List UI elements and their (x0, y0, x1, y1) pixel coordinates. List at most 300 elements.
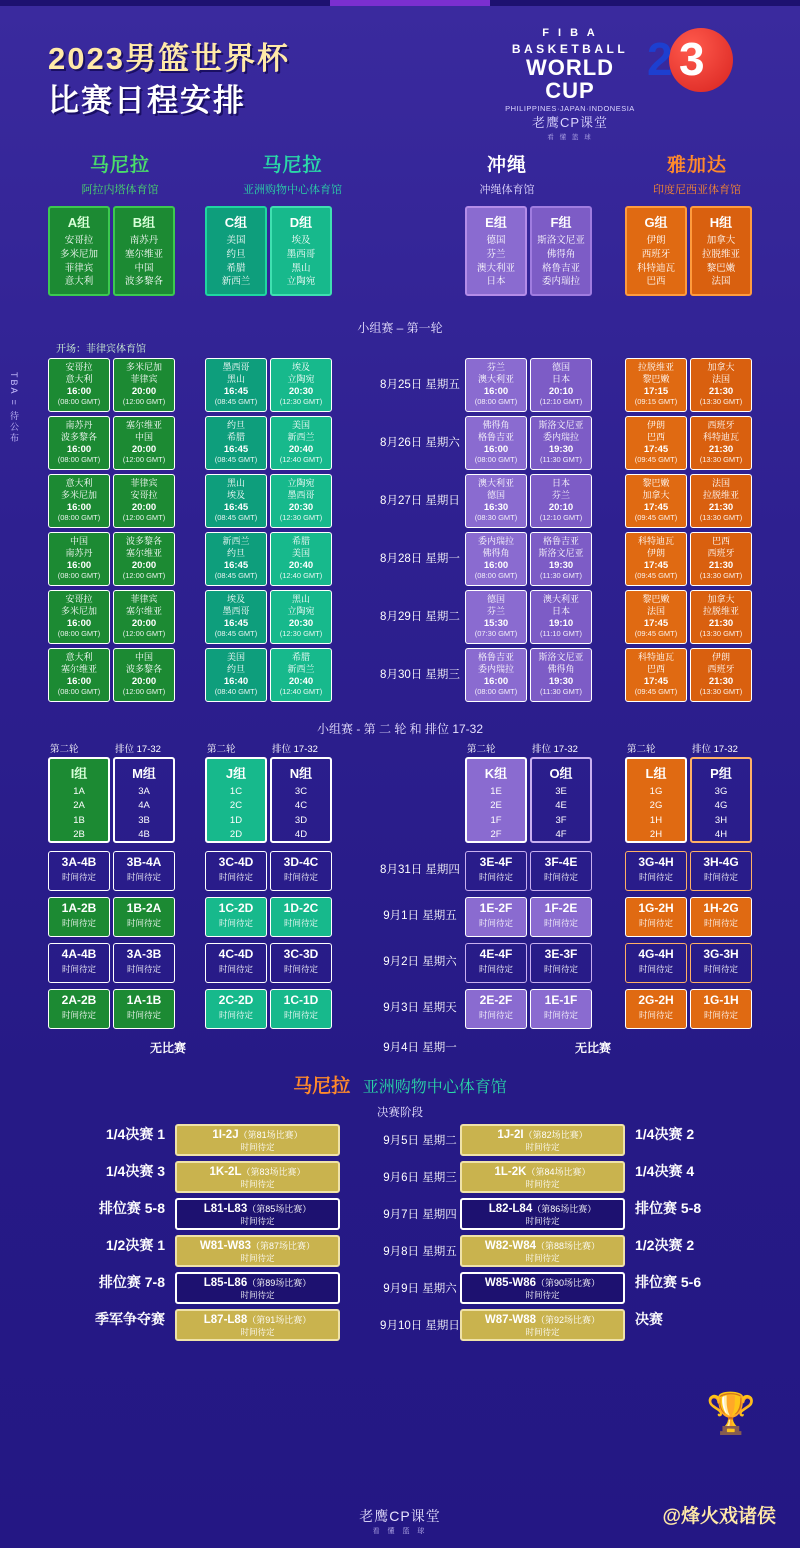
match-code: 4A-4B (61, 947, 97, 961)
match-time: 20:30 (288, 618, 314, 630)
section-round1-label: 小组赛 – 第一轮 (357, 321, 443, 335)
match-time: 20:40 (288, 444, 314, 456)
match-time: 17:15 (643, 386, 669, 398)
match-team: 伊朗 (646, 420, 665, 430)
match-team: 约旦 (226, 547, 245, 558)
round2-schedule-row (0, 989, 800, 1035)
match-team: 格鲁吉亚 (542, 536, 579, 546)
event-23-logo (645, 26, 735, 102)
match-tbd: 时间待定 (638, 964, 673, 974)
match-gmt: (09:45 GMT) (634, 513, 678, 523)
finals-match-code: 1J-2I（第82场比赛） (497, 1129, 588, 1141)
finals-match-code: W81-W83（第87场比赛） (199, 1240, 316, 1252)
group-name: D组 (289, 215, 313, 230)
group-team: 伊朗 (646, 235, 666, 246)
finals-left-match[interactable] (175, 1235, 340, 1267)
match-box[interactable] (205, 532, 267, 586)
header-brand (505, 112, 635, 141)
match-gmt: (13:30 GMT) (699, 687, 743, 697)
group-name: L组 (645, 766, 667, 781)
round2-match-box[interactable] (270, 851, 332, 891)
match-box[interactable] (113, 416, 175, 470)
round2-match-box[interactable] (113, 989, 175, 1029)
match-team: 日本 (551, 478, 570, 488)
match-box[interactable] (530, 416, 592, 470)
group-box[interactable] (270, 206, 332, 296)
round2-schedule-row (0, 897, 800, 943)
match-box[interactable] (625, 532, 687, 586)
group-name: J组 (225, 766, 247, 781)
match-gmt: (12:30 GMT) (279, 629, 323, 639)
match-code: 1A-1B (126, 993, 162, 1007)
venue-hall: 冲绳体育馆 (479, 184, 535, 196)
match-box[interactable] (113, 648, 175, 702)
round2-column-label: 第二轮 (467, 744, 496, 755)
match-gmt: (13:30 GMT) (699, 571, 743, 581)
round2-group-box[interactable] (530, 757, 592, 843)
finals-match-code: L85-L86（第89场比赛） (203, 1277, 312, 1289)
finals-left-match[interactable] (175, 1272, 340, 1304)
match-code: 4C-4D (218, 947, 254, 961)
match-team: 多米尼加 (125, 362, 162, 372)
match-gmt: (11:30 GMT) (540, 571, 582, 581)
match-box[interactable] (625, 416, 687, 470)
round2-match-box[interactable] (270, 943, 332, 983)
group-team: 巴西 (646, 276, 666, 288)
group-box[interactable] (530, 206, 592, 296)
match-team: 西班牙 (707, 547, 735, 558)
match-gmt: (12:00 GMT) (122, 629, 166, 639)
match-time: 17:45 (643, 618, 669, 630)
round2-match-box[interactable] (113, 943, 175, 983)
match-team: 多米尼加 (60, 489, 97, 500)
group-slot: 1C (229, 786, 243, 797)
logo-digit-3: 3 (679, 33, 705, 85)
group-team: 意大利 (64, 276, 94, 288)
match-time: 20:00 (131, 676, 157, 688)
finals-left-match[interactable] (175, 1309, 340, 1341)
group-name: E组 (485, 215, 507, 230)
match-gmt: (08:30 GMT) (474, 513, 518, 523)
match-gmt: (09:45 GMT) (634, 571, 678, 581)
match-team: 菲律宾 (130, 478, 158, 488)
finals-match-tbd: 时间待定 (240, 1253, 275, 1263)
match-tbd: 时间待定 (703, 918, 738, 928)
match-box[interactable] (690, 532, 752, 586)
finals-left-label: 1/4决赛 3 (105, 1163, 165, 1179)
match-box[interactable] (113, 474, 175, 528)
round2-group-box[interactable] (465, 757, 527, 843)
match-box[interactable] (270, 474, 332, 528)
group-box[interactable] (113, 206, 175, 296)
group-slot: 4A (138, 800, 150, 812)
rest-date: 9月4日 星期一 (383, 1042, 457, 1054)
match-box[interactable] (48, 358, 110, 412)
match-code: 2G-2H (638, 993, 674, 1007)
opening-venue-label: 开场：菲律宾体育馆 (56, 344, 146, 355)
finals-row (0, 1124, 800, 1161)
group-name: G组 (644, 215, 668, 230)
finals-right-match[interactable] (460, 1124, 625, 1156)
finals-match-tbd: 时间待定 (525, 1216, 560, 1226)
group-name: A组 (67, 215, 91, 230)
group-team: 立陶宛 (286, 276, 316, 288)
match-team: 德国 (486, 489, 505, 500)
match-team: 黎巴嫩 (642, 594, 670, 604)
group-name: C组 (224, 215, 248, 230)
match-tbd: 时间待定 (61, 872, 96, 882)
group-slot: 4C (294, 800, 308, 812)
match-team: 约旦 (226, 663, 245, 674)
match-code: 1C-2D (218, 901, 254, 915)
match-box[interactable] (690, 358, 752, 412)
group-slot: 2E (490, 800, 502, 812)
match-tbd: 时间待定 (543, 918, 578, 928)
group-team: 美国 (226, 235, 246, 246)
round2-match-box[interactable] (270, 897, 332, 937)
match-box[interactable] (48, 416, 110, 470)
match-time: 16:00 (483, 444, 509, 456)
finals-left-match[interactable] (175, 1198, 340, 1230)
group-box[interactable] (48, 206, 110, 296)
round2-match-box[interactable] (625, 943, 687, 983)
match-box[interactable] (205, 474, 267, 528)
match-tbd: 时间待定 (703, 872, 738, 882)
round2-match-box[interactable] (48, 943, 110, 983)
venue-hall: 亚洲购物中心体育馆 (243, 184, 342, 196)
finals-right-match[interactable] (460, 1235, 625, 1267)
finals-left-match[interactable] (175, 1161, 340, 1193)
round2-match-box[interactable] (690, 897, 752, 937)
schedule-date: 8月30日 星期三 (380, 669, 460, 681)
match-box[interactable] (625, 358, 687, 412)
match-team: 希腊 (226, 431, 245, 442)
finals-right-label: 1/4决赛 4 (635, 1163, 695, 1179)
group-team: 多米尼加 (59, 248, 98, 260)
match-team: 墨西哥 (222, 605, 250, 616)
match-box[interactable] (690, 474, 752, 528)
round2-match-box[interactable] (530, 897, 592, 937)
round2-match-box[interactable] (690, 989, 752, 1029)
schedule-date: 9月1日 星期五 (383, 910, 457, 922)
match-box[interactable] (625, 474, 687, 528)
match-team: 斯洛文尼亚 (538, 547, 584, 558)
finals-right-match[interactable] (460, 1198, 625, 1230)
match-gmt: (08:45 GMT) (214, 513, 258, 523)
finals-match-code: 1K-2L（第83场比赛） (209, 1166, 306, 1178)
match-gmt: (08:00 GMT) (57, 513, 101, 523)
round2-group-box[interactable] (48, 757, 110, 843)
match-team: 加拿大 (707, 594, 735, 604)
finals-row (0, 1272, 800, 1309)
finals-date: 9月10日 星期日 (380, 1320, 460, 1332)
match-team: 佛得角 (482, 420, 510, 430)
match-gmt: (11:30 GMT) (540, 455, 582, 465)
finals-hall: 亚洲购物中心体育馆 (362, 1079, 507, 1096)
round2-column-label: 排位 17-32 (115, 744, 161, 755)
match-box[interactable] (205, 590, 267, 644)
match-code: 3E-3F (544, 947, 578, 961)
match-time: 19:30 (548, 560, 574, 572)
schedule-date: 8月31日 星期四 (380, 864, 460, 876)
round2-match-box[interactable] (113, 897, 175, 937)
match-team: 澳大利亚 (542, 594, 579, 604)
group-team: 埃及 (291, 235, 311, 246)
finals-right-label: 排位赛 5-6 (635, 1274, 702, 1290)
match-box[interactable] (270, 590, 332, 644)
match-tbd: 时间待定 (703, 964, 738, 974)
round2-match-box[interactable] (205, 851, 267, 891)
finals-right-match[interactable] (460, 1309, 625, 1341)
fiba-hosts-label: PHILIPPINES·JAPAN·INDONESIA (505, 104, 635, 114)
match-tbd: 时间待定 (638, 872, 673, 882)
match-tbd: 时间待定 (543, 1010, 578, 1020)
round2-group-box[interactable] (270, 757, 332, 843)
match-box[interactable] (625, 590, 687, 644)
round2-match-box[interactable] (48, 897, 110, 937)
match-box[interactable] (270, 416, 332, 470)
finals-left-match[interactable] (175, 1124, 340, 1156)
group-slot: 2F (490, 828, 502, 840)
match-gmt: (08:45 GMT) (214, 571, 258, 581)
match-time: 16:45 (223, 502, 249, 514)
match-code: 1G-2H (638, 901, 674, 915)
match-gmt: (08:00 GMT) (57, 397, 101, 407)
match-team: 西班牙 (707, 663, 735, 674)
round2-match-box[interactable] (625, 989, 687, 1029)
match-team: 黎巴嫩 (642, 478, 670, 488)
venue-city: 雅加达 (666, 155, 727, 176)
group-name: M组 (132, 766, 156, 781)
round2-match-box[interactable] (205, 897, 267, 937)
round2-match-box[interactable] (530, 989, 592, 1029)
match-gmt: (08:00 GMT) (57, 687, 101, 697)
match-team: 中国 (134, 431, 153, 442)
rest-left: 无比赛 (150, 1041, 187, 1055)
match-box[interactable] (48, 590, 110, 644)
page-title (48, 38, 290, 122)
round2-match-box[interactable] (270, 989, 332, 1029)
match-team: 委内瑞拉 (477, 663, 514, 674)
match-time: 21:30 (708, 502, 734, 514)
match-team: 希腊 (291, 652, 310, 662)
match-time: 20:00 (131, 502, 157, 514)
section-round2-label: 小组赛 - 第 二 轮 和 排位 17-32 (316, 722, 484, 736)
match-team: 黑山 (226, 478, 245, 488)
match-tbd: 时间待定 (543, 872, 578, 882)
finals-match-code: W85-W86（第90场比赛） (484, 1277, 601, 1289)
match-time: 17:45 (643, 444, 669, 456)
match-team: 希腊 (291, 536, 310, 546)
match-team: 黑山 (291, 594, 310, 604)
trophy-icon: 🏆 (706, 1392, 756, 1436)
group-team: 中国 (134, 262, 154, 274)
round2-match-box[interactable] (625, 851, 687, 891)
match-team: 拉脱维亚 (702, 489, 739, 500)
group-boxes (0, 206, 800, 311)
round2-match-box[interactable] (48, 989, 110, 1029)
finals-match-code: 1I-2J（第81场比赛） (212, 1129, 303, 1141)
match-box[interactable] (205, 648, 267, 702)
finals-match-tbd: 时间待定 (525, 1290, 560, 1300)
match-box[interactable] (530, 358, 592, 412)
match-time: 20:00 (131, 386, 157, 398)
match-time: 21:30 (708, 676, 734, 688)
match-box[interactable] (113, 358, 175, 412)
round2-match-box[interactable] (690, 851, 752, 891)
match-gmt: (08:40 GMT) (214, 687, 258, 697)
match-time: 16:40 (223, 676, 249, 688)
match-time: 16:00 (66, 560, 92, 572)
schedule-row (0, 416, 800, 474)
match-tbd: 时间待定 (126, 964, 161, 974)
venue-city: 冲绳 (486, 155, 527, 176)
round2-match-box[interactable] (530, 943, 592, 983)
match-time: 20:40 (288, 676, 314, 688)
match-code: 1A-2B (61, 901, 97, 915)
finals-right-label: 排位赛 5-8 (635, 1200, 702, 1216)
round2-group-box[interactable] (690, 757, 752, 843)
match-box[interactable] (270, 648, 332, 702)
round2-group-box[interactable] (625, 757, 687, 843)
match-box[interactable] (48, 474, 110, 528)
group-slot: 1G (649, 786, 663, 797)
match-team: 德国 (551, 362, 570, 372)
finals-right-match[interactable] (460, 1161, 625, 1193)
match-code: 3D-4C (283, 855, 319, 869)
round2-group-box[interactable] (205, 757, 267, 843)
round2-match-box[interactable] (205, 943, 267, 983)
match-box[interactable] (205, 416, 267, 470)
finals-stage-label: 决赛阶段 (377, 1107, 423, 1119)
group-team: 澳大利亚 (476, 262, 515, 274)
match-time: 16:00 (66, 502, 92, 514)
group-slot: 4F (555, 828, 567, 840)
match-box[interactable] (113, 532, 175, 586)
group-box[interactable] (465, 206, 527, 296)
match-team: 伊朗 (711, 652, 730, 662)
group-slot: 3D (294, 814, 308, 826)
match-time: 20:00 (131, 618, 157, 630)
schedule-date: 9月2日 星期六 (383, 956, 457, 968)
group-slot: 1H (649, 814, 663, 826)
match-team: 佛得角 (482, 547, 510, 558)
match-box[interactable] (48, 648, 110, 702)
finals-match-tbd: 时间待定 (525, 1327, 560, 1337)
brand-sub: 看 懂 篮 球 (547, 134, 593, 141)
venue-jakarta (612, 150, 782, 197)
match-box[interactable] (270, 532, 332, 586)
finals-right-match[interactable] (460, 1272, 625, 1304)
round2-column-label: 第二轮 (207, 744, 236, 755)
match-team: 日本 (551, 373, 570, 384)
fiba-basketball-label: BASKETBALL (511, 41, 629, 56)
match-team: 安哥拉 (130, 489, 158, 500)
round2-match-box[interactable] (48, 851, 110, 891)
match-box[interactable] (270, 358, 332, 412)
group-box[interactable] (690, 206, 752, 296)
match-gmt: (08:00 GMT) (57, 571, 101, 581)
match-time: 17:45 (643, 560, 669, 572)
round2-match-box[interactable] (113, 851, 175, 891)
match-box[interactable] (530, 474, 592, 528)
match-gmt: (12:10 GMT) (539, 397, 583, 407)
match-code: 3G-4H (638, 855, 674, 869)
match-box[interactable] (530, 648, 592, 702)
match-code: 3A-3B (126, 947, 162, 961)
match-box[interactable] (690, 590, 752, 644)
group-team: 南苏丹 (129, 235, 159, 246)
match-box[interactable] (530, 590, 592, 644)
match-time: 16:45 (223, 444, 249, 456)
match-gmt: (09:45 GMT) (634, 629, 678, 639)
match-team: 斯洛文尼亚 (538, 420, 584, 430)
match-box[interactable] (690, 416, 752, 470)
match-code: 1E-1F (544, 993, 578, 1007)
group-slot: 3B (138, 814, 150, 826)
match-time: 20:30 (288, 502, 314, 514)
match-box[interactable] (530, 532, 592, 586)
group-slot: 4D (294, 828, 308, 840)
group-name: N组 (289, 766, 313, 781)
group-team: 加拿大 (706, 235, 736, 246)
finals-match-tbd: 时间待定 (240, 1142, 275, 1152)
round2-match-box[interactable] (205, 989, 267, 1029)
group-team: 安哥拉 (64, 235, 94, 246)
round2-column-label: 排位 17-32 (532, 744, 578, 755)
match-tbd: 时间待定 (478, 1010, 513, 1020)
match-time: 20:40 (288, 560, 314, 572)
group-box[interactable] (205, 206, 267, 296)
match-team: 拉脱维亚 (637, 362, 674, 372)
match-team: 科特迪瓦 (637, 536, 674, 546)
match-team: 菲律宾 (130, 373, 158, 384)
match-box[interactable] (48, 532, 110, 586)
round2-match-box[interactable] (530, 851, 592, 891)
group-slot: 3A (138, 786, 150, 797)
round2-match-box[interactable] (690, 943, 752, 983)
match-team: 埃及 (226, 594, 245, 604)
match-code: 2E-2F (479, 993, 513, 1007)
match-time: 16:00 (483, 386, 509, 398)
finals-left-label: 排位赛 5-8 (98, 1200, 165, 1216)
round2-group-box[interactable] (113, 757, 175, 843)
match-box[interactable] (690, 648, 752, 702)
group-box[interactable] (625, 206, 687, 296)
round2-match-box[interactable] (625, 897, 687, 937)
match-box[interactable] (113, 590, 175, 644)
match-team: 意大利 (65, 478, 93, 488)
match-team: 芬兰 (551, 489, 570, 500)
match-box[interactable] (205, 358, 267, 412)
finals-match-code: W87-W88（第92场比赛） (484, 1314, 601, 1326)
match-code: 3B-4A (126, 855, 162, 869)
match-team: 安哥拉 (65, 362, 93, 372)
match-team: 科特迪瓦 (637, 652, 674, 662)
match-code: 3C-3D (283, 947, 319, 961)
match-gmt: (12:40 GMT) (279, 455, 323, 465)
finals-match-tbd: 时间待定 (240, 1327, 275, 1337)
group-team: 黑山 (291, 262, 311, 274)
header (0, 0, 800, 150)
match-box[interactable] (625, 648, 687, 702)
group-team: 塞尔维亚 (124, 248, 163, 260)
group-team: 约旦 (226, 248, 246, 260)
group-slot: 3G (714, 786, 728, 797)
match-time: 16:00 (483, 676, 509, 688)
finals-match-code: L81-L83（第85场比赛） (203, 1203, 312, 1215)
group-slot: 1A (73, 786, 85, 797)
